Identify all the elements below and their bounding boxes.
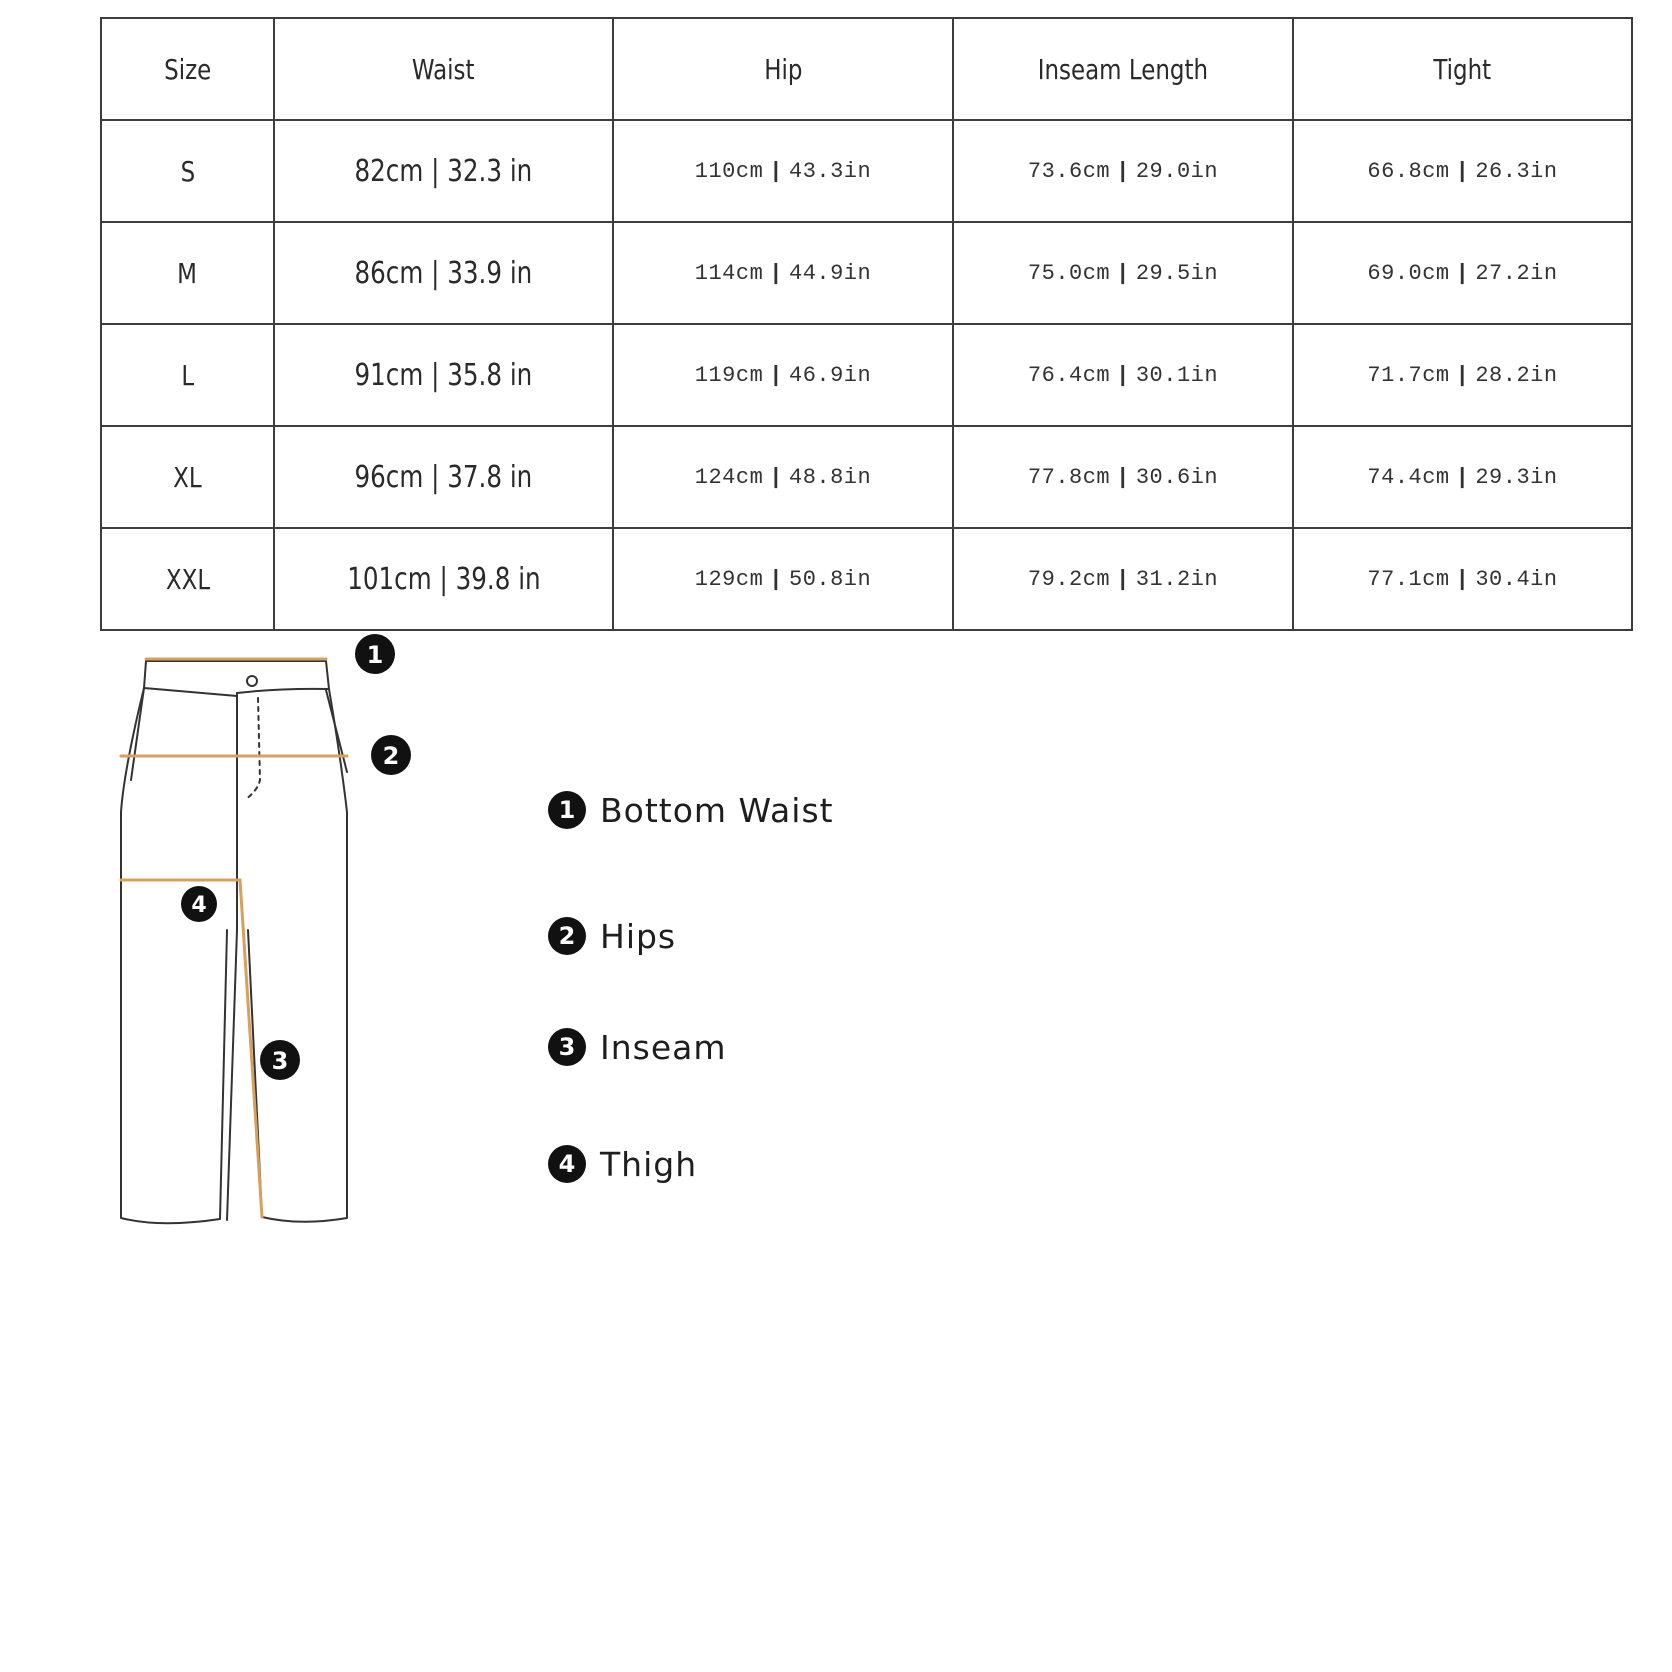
value-separator: | bbox=[769, 362, 783, 388]
value-separator: | bbox=[769, 464, 783, 490]
svg-text:2: 2 bbox=[382, 742, 400, 770]
tight-cell bbox=[1293, 222, 1632, 324]
waist-value: 96cm | 37.8 in bbox=[354, 459, 533, 495]
value-separator: | bbox=[1455, 362, 1470, 388]
waist-value: 91cm | 35.8 in bbox=[354, 357, 533, 393]
inseam-in-value: 29.0in bbox=[1135, 158, 1219, 184]
waist-value: 86cm | 33.9 in bbox=[354, 255, 533, 291]
hip-cell bbox=[613, 120, 953, 222]
tight-cm-value: 77.1cm bbox=[1367, 566, 1450, 592]
header-hip: Hip bbox=[613, 18, 953, 120]
hip-cm-value: 129cm bbox=[694, 566, 764, 592]
size-cell bbox=[101, 426, 274, 528]
legend-label-inseam: Inseam bbox=[600, 1027, 727, 1067]
inseam-in-value: 31.2in bbox=[1135, 566, 1219, 592]
hip-in-value: 48.8in bbox=[789, 464, 872, 490]
legend-label-bottom-waist: Bottom Waist bbox=[600, 790, 834, 830]
size-cell bbox=[101, 528, 274, 630]
tight-in-value: 26.3in bbox=[1475, 158, 1558, 184]
inseam-cm-value: 75.0cm bbox=[1027, 260, 1111, 286]
value-separator: | bbox=[1116, 362, 1130, 388]
table-row bbox=[101, 324, 1632, 426]
hip-in-value: 43.3in bbox=[789, 158, 872, 184]
value-separator: | bbox=[1455, 464, 1470, 490]
hip-cell bbox=[613, 528, 953, 630]
tight-cm-value: 69.0cm bbox=[1367, 260, 1450, 286]
hip-cell bbox=[613, 222, 953, 324]
measurement-lines bbox=[121, 659, 347, 1217]
inseam-in-value: 29.5in bbox=[1135, 260, 1219, 286]
pants-outline-icon bbox=[121, 661, 347, 1223]
waist-value: 101cm | 39.8 in bbox=[346, 561, 541, 597]
hip-in-value: 46.9in bbox=[789, 362, 872, 388]
tight-cm-value: 71.7cm bbox=[1367, 362, 1450, 388]
tight-cell bbox=[1293, 528, 1632, 630]
tight-cm-value: 66.8cm bbox=[1367, 158, 1450, 184]
marker-2 bbox=[371, 735, 411, 775]
legend-badge-2: 2 bbox=[548, 917, 586, 955]
tight-in-value: 27.2in bbox=[1475, 260, 1558, 286]
tight-in-value: 29.3in bbox=[1475, 464, 1558, 490]
size-value: XXL bbox=[165, 562, 210, 596]
legend-item-thigh bbox=[548, 1142, 697, 1186]
inseam-cell bbox=[953, 528, 1293, 630]
hip-in-value: 44.9in bbox=[789, 260, 872, 286]
value-separator: | bbox=[1116, 566, 1130, 592]
hip-cm-value: 114cm bbox=[694, 260, 764, 286]
inseam-cell bbox=[953, 120, 1293, 222]
tight-cell bbox=[1293, 324, 1632, 426]
pants-diagram bbox=[100, 641, 440, 1310]
hip-cell bbox=[613, 324, 953, 426]
legend-badge-3: 3 bbox=[548, 1028, 586, 1066]
svg-text:1: 1 bbox=[366, 641, 384, 669]
table-row bbox=[101, 120, 1632, 222]
size-cell bbox=[101, 324, 274, 426]
inseam-in-value: 30.6in bbox=[1135, 464, 1219, 490]
value-separator: | bbox=[769, 566, 783, 592]
waist-cell bbox=[274, 120, 613, 222]
legend-badge-4: 4 bbox=[548, 1145, 586, 1183]
inseam-cm-value: 73.6cm bbox=[1027, 158, 1111, 184]
value-separator: | bbox=[1116, 260, 1130, 286]
inseam-cell bbox=[953, 222, 1293, 324]
legend-item-inseam bbox=[548, 1025, 727, 1069]
marker-4 bbox=[181, 886, 217, 922]
tight-cell bbox=[1293, 426, 1632, 528]
legend-badge-1: 1 bbox=[548, 791, 586, 829]
hip-cm-value: 124cm bbox=[694, 464, 764, 490]
size-value: L bbox=[181, 358, 194, 392]
value-separator: | bbox=[769, 158, 783, 184]
table-row bbox=[101, 426, 1632, 528]
size-cell bbox=[101, 120, 274, 222]
header-inseam-length: Inseam Length bbox=[953, 18, 1293, 120]
tight-cm-value: 74.4cm bbox=[1367, 464, 1450, 490]
inseam-cm-value: 76.4cm bbox=[1027, 362, 1111, 388]
size-value: S bbox=[180, 154, 195, 188]
tight-in-value: 28.2in bbox=[1475, 362, 1558, 388]
waist-cell bbox=[274, 222, 613, 324]
value-separator: | bbox=[1455, 566, 1470, 592]
marker-1 bbox=[355, 634, 395, 674]
marker-3 bbox=[260, 1040, 300, 1080]
hip-cm-value: 110cm bbox=[694, 158, 764, 184]
inseam-cm-value: 77.8cm bbox=[1027, 464, 1111, 490]
table-row bbox=[101, 222, 1632, 324]
waist-cell bbox=[274, 528, 613, 630]
size-cell bbox=[101, 222, 274, 324]
header-tight: Tight bbox=[1293, 18, 1632, 120]
hip-cell bbox=[613, 426, 953, 528]
inseam-cell bbox=[953, 426, 1293, 528]
hip-in-value: 50.8in bbox=[789, 566, 872, 592]
size-chart-table bbox=[100, 17, 1633, 631]
svg-text:3: 3 bbox=[271, 1047, 289, 1075]
inseam-cm-value: 79.2cm bbox=[1027, 566, 1111, 592]
waist-value: 82cm | 32.3 in bbox=[354, 153, 533, 189]
table-header-row bbox=[101, 18, 1632, 120]
inseam-measure-line bbox=[240, 880, 262, 1217]
value-separator: | bbox=[1116, 464, 1130, 490]
inseam-cell bbox=[953, 324, 1293, 426]
waist-cell bbox=[274, 324, 613, 426]
header-size: Size bbox=[101, 18, 274, 120]
tight-cell bbox=[1293, 120, 1632, 222]
inseam-in-value: 30.1in bbox=[1135, 362, 1219, 388]
legend-item-bottom-waist bbox=[548, 788, 834, 832]
value-separator: | bbox=[1455, 158, 1470, 184]
value-separator: | bbox=[769, 260, 783, 286]
waist-cell bbox=[274, 426, 613, 528]
hip-cm-value: 119cm bbox=[694, 362, 764, 388]
legend-label-thigh: Thigh bbox=[600, 1144, 698, 1184]
size-value: M bbox=[177, 256, 198, 290]
legend-item-hips bbox=[548, 914, 676, 958]
size-value: XL bbox=[173, 460, 202, 494]
tight-in-value: 30.4in bbox=[1475, 566, 1558, 592]
legend-label-hips: Hips bbox=[600, 916, 677, 956]
value-separator: | bbox=[1455, 260, 1470, 286]
value-separator: | bbox=[1116, 158, 1130, 184]
table-row bbox=[101, 528, 1632, 630]
header-waist: Waist bbox=[274, 18, 613, 120]
svg-text:4: 4 bbox=[191, 893, 207, 918]
